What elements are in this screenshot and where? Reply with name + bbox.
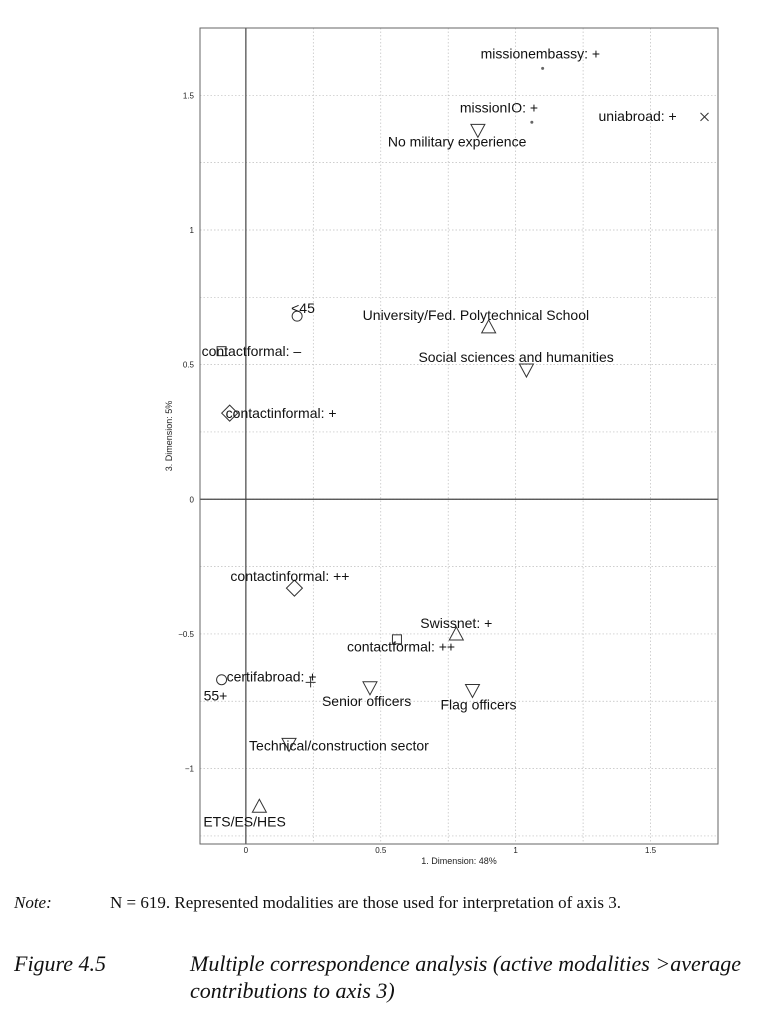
point-label: ETS/ES/HES [203, 813, 286, 830]
y-axis-title: 3. Dimension: 5% [164, 400, 174, 472]
x-tick-label: 0.5 [375, 846, 387, 855]
figure-title: Multiple correspondence analysis (active modalities >average contributions to axis 3) [190, 951, 742, 1003]
data-point-triangle-down [519, 364, 533, 377]
point-label: contactinformal: ++ [230, 568, 350, 585]
data-point-circle [217, 675, 227, 685]
point-label: contactformal: – [201, 343, 302, 360]
data-point-dot [541, 67, 544, 70]
y-tick-label: 1 [189, 225, 194, 235]
note-label: Note: [14, 893, 52, 912]
point-label: Senior officers [321, 692, 412, 709]
point-label: missionembassy: + [480, 45, 601, 62]
x-tick-label: 1 [513, 846, 518, 855]
y-tick-label: −1 [184, 764, 194, 774]
y-tick-label: 0 [189, 495, 194, 505]
point-label: Swissnet: + [420, 614, 493, 631]
x-axis-title: 1. Dimension: 48% [421, 856, 497, 866]
point-label: 55+ [203, 687, 228, 704]
x-tick-label: 0 [243, 846, 249, 855]
point-label: University/Fed. Polytechnical School [362, 306, 590, 323]
y-tick-label: 1.5 [182, 91, 194, 101]
point-label: uniabroad: + [598, 107, 677, 124]
point-label: contactformal: ++ [346, 638, 456, 655]
origin-axes [200, 28, 718, 844]
figure-number: Figure 4.5 [14, 951, 107, 976]
plot-frame [200, 28, 718, 844]
note-text: N = 619. Represented modalities are those used for interpretation of axis 3. [110, 893, 621, 912]
figure-note [14, 893, 621, 913]
point-label: Flag officers [440, 696, 517, 713]
figure-caption [14, 950, 770, 1004]
point-label: certifabroad: + [226, 668, 317, 685]
data-point-triangle-up [252, 799, 266, 812]
data-point-cross [701, 113, 709, 121]
point-label: No military experience [387, 133, 527, 150]
point-label: <45 [291, 300, 315, 317]
y-tick-label: 0.5 [182, 360, 194, 370]
data-point-dot [530, 121, 533, 124]
y-tick-label: −0.5 [178, 629, 194, 639]
x-tick-label: 1.5 [644, 846, 657, 855]
grid-lines [200, 28, 718, 844]
point-label: missionIO: + [459, 99, 539, 116]
point-label: Social sciences and humanities [418, 349, 614, 366]
point-label: Technical/construction sector [249, 737, 429, 754]
point-label: contactinformal: + [225, 405, 337, 422]
